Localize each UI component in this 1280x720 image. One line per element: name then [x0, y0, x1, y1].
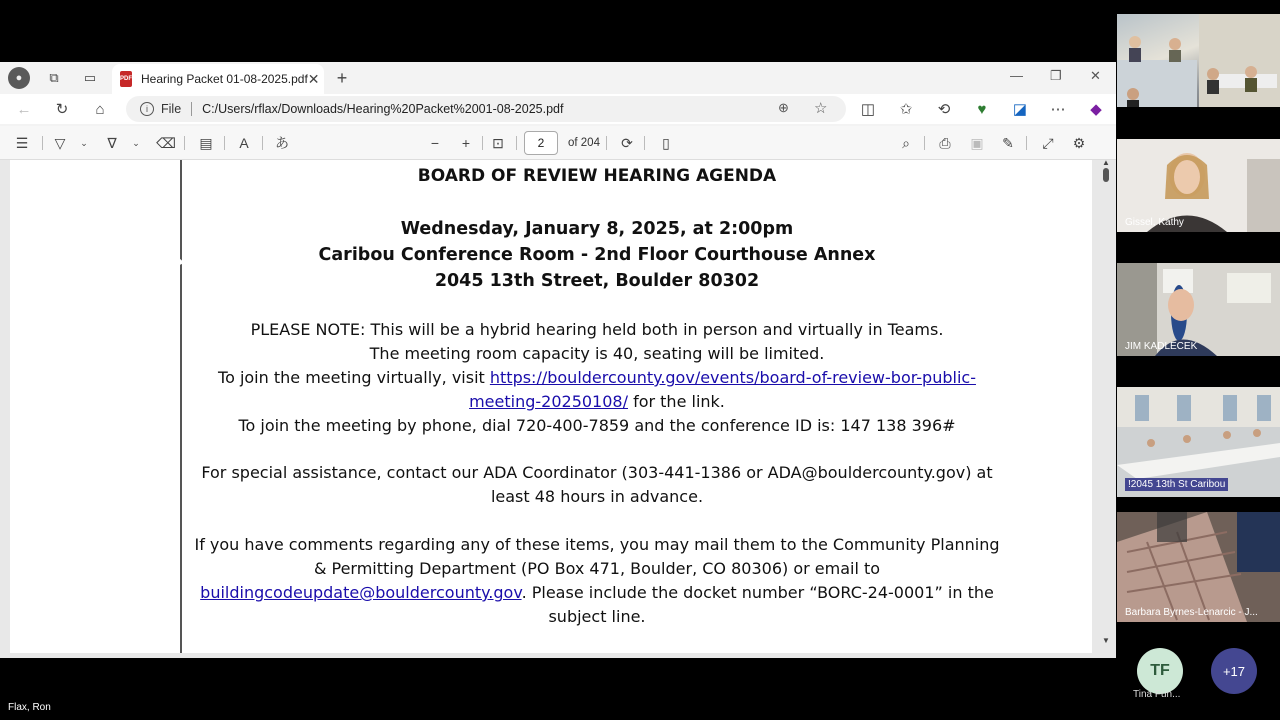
participant-name: Barbara Byrnes-Lenarcic - J...	[1125, 607, 1258, 618]
add-text-icon[interactable]: ▤	[199, 134, 213, 151]
refresh-icon[interactable]: ↻	[55, 101, 69, 118]
copilot-icon[interactable]: ◆	[1090, 101, 1102, 118]
draw-dropdown-icon[interactable]: ⌄	[132, 137, 140, 148]
favorite-star-icon[interactable]: ☆	[814, 100, 828, 117]
info-icon[interactable]: i	[140, 102, 154, 116]
tab-bar	[0, 62, 1116, 94]
page-margin-rule	[180, 160, 182, 653]
scrollbar[interactable]	[1100, 160, 1112, 658]
extensions-icon[interactable]: ◪	[1012, 101, 1028, 118]
scroll-thumb[interactable]	[1103, 168, 1109, 182]
comments-line-2: & Permitting Department (PO Box 471, Boulder, CO 80306) or email to	[313, 559, 881, 578]
page-view-icon[interactable]: ▯	[662, 134, 670, 151]
scroll-up-icon[interactable]: ▲	[1102, 158, 1110, 167]
close-tab-icon[interactable]: ✕	[307, 70, 320, 87]
save-icon[interactable]: ▣	[970, 134, 984, 151]
rotate-icon[interactable]: ⟳	[621, 134, 633, 151]
new-tab-icon[interactable]: +	[336, 67, 348, 88]
room-video-feed	[1117, 14, 1280, 107]
browser-essentials-icon[interactable]: ♥	[977, 100, 987, 118]
participant-tile-barbara[interactable]	[1117, 512, 1280, 622]
fullscreen-icon[interactable]: ⤢	[1042, 134, 1054, 151]
comments-line-3: buildingcodeupdate@bouldercounty.gov. Please include the docket number “BORC-24-0001” in the	[200, 583, 994, 602]
split-screen-icon[interactable]: ◫	[860, 101, 876, 118]
toolbar-divider	[482, 136, 483, 150]
meeting-date: Wednesday, January 8, 2025, at 2:00pm	[400, 219, 794, 239]
comments-line-4: subject line.	[548, 607, 646, 626]
toolbar-divider	[224, 136, 225, 150]
back-icon[interactable]: ←	[16, 100, 32, 118]
assist-line-1: For special assistance, contact our ADA Coordinator (303-441-1386 or ADA@bouldercounty.gov) at	[201, 463, 993, 482]
page-number-input[interactable]: 2	[524, 131, 558, 155]
pdf-toolbar	[0, 126, 1116, 160]
fit-page-icon[interactable]: ⊡	[492, 134, 504, 151]
note-line-2: The meeting room capacity is 40, seating will be limited.	[369, 344, 825, 363]
comments-line-1: If you have comments regarding any of these items, you may mail them to the Community Planning	[194, 535, 1000, 554]
settings-icon[interactable]: ⚙	[1072, 134, 1086, 151]
tab-actions-icon[interactable]: ▭	[83, 70, 97, 85]
toolbar-divider	[606, 136, 607, 150]
meeting-address: 2045 13th Street, Boulder 80302	[434, 271, 760, 291]
minimize-icon[interactable]: —	[1010, 68, 1023, 83]
zoom-in-icon[interactable]: +	[461, 135, 471, 151]
participant-name: JIM KADLECEK	[1125, 341, 1198, 352]
avatar-tf[interactable]: TF	[1137, 648, 1183, 694]
toolbar-divider	[644, 136, 645, 150]
tab-title: Hearing Packet 01-08-2025.pdf	[141, 72, 308, 86]
participant-tile-kathy[interactable]	[1117, 139, 1280, 232]
read-aloud-icon[interactable]: A	[239, 135, 249, 151]
avatar-tf-name: Tina Fun...	[1133, 689, 1181, 700]
history-icon[interactable]: ⟲	[937, 101, 951, 118]
page-total: of 204	[568, 137, 600, 149]
toolbar-divider	[262, 136, 263, 150]
draw-icon[interactable]: ∇	[107, 134, 117, 151]
restore-icon[interactable]: ❐	[1050, 68, 1062, 83]
toolbar-divider	[42, 136, 43, 150]
print-icon[interactable]: ⎙	[939, 134, 951, 151]
workspaces-icon[interactable]: ⧉	[49, 70, 59, 85]
address-separator	[191, 102, 192, 116]
comments-email-link[interactable]: buildingcodeupdate@bouldercounty.gov	[200, 583, 522, 602]
favorites-icon[interactable]: ✩	[899, 101, 913, 118]
document-viewport[interactable]	[0, 160, 1116, 658]
toolbar-divider	[924, 136, 925, 150]
meeting-room: Caribou Conference Room - 2nd Floor Courthouse Annex	[318, 245, 876, 265]
zoom-icon[interactable]: ⊕	[778, 100, 789, 115]
toolbar-divider	[184, 136, 185, 150]
file-label: File	[161, 102, 182, 116]
join-virtual-line: To join the meeting virtually, visit https://bouldercounty.gov/events/board-of-review-bor-public-	[218, 368, 976, 387]
meeting-link[interactable]: https://bouldercounty.gov/events/board-of-review-bor-public-	[489, 368, 976, 387]
toolbar-divider	[516, 136, 517, 150]
assist-line-2: least 48 hours in advance.	[490, 487, 704, 506]
save-as-icon[interactable]: ✎	[1002, 134, 1014, 151]
participant-tile-caribou[interactable]	[1117, 387, 1280, 497]
agenda-heading: BOARD OF REVIEW HEARING AGENDA	[417, 166, 777, 186]
toolbar-divider	[1026, 136, 1027, 150]
close-window-icon[interactable]: ✕	[1090, 68, 1101, 83]
join-virtual-line-2: meeting-20250108/ for the link.	[469, 392, 725, 411]
phone-line: To join the meeting by phone, dial 720-400-7859 and the conference ID is: 147 138 396#	[238, 416, 956, 435]
participant-name: !2045 13th St Caribou	[1125, 478, 1228, 491]
contents-icon[interactable]: ☰	[15, 134, 29, 151]
eraser-icon[interactable]: ⌫	[156, 134, 176, 151]
highlight-icon[interactable]: ▽	[54, 134, 66, 151]
pdf-icon: PDF	[120, 71, 132, 87]
nav-bar	[0, 94, 1116, 124]
home-icon[interactable]: ⌂	[95, 100, 105, 118]
search-icon[interactable]: ⌕	[902, 134, 910, 151]
highlight-dropdown-icon[interactable]: ⌄	[80, 137, 88, 148]
more-participants-badge[interactable]: +17	[1211, 648, 1257, 694]
presenter-name: Flax, Ron	[8, 702, 51, 713]
participant-name: Gissel, Kathy	[1125, 217, 1184, 228]
scroll-down-icon[interactable]: ▼	[1102, 636, 1110, 645]
url-text[interactable]: C:/Users/rflax/Downloads/Hearing%20Packet%2001-08-2025.pdf	[202, 102, 564, 116]
tab-pdf[interactable]	[112, 64, 324, 94]
meeting-link-cont[interactable]: meeting-20250108/	[469, 392, 628, 411]
participant-video-barbara	[1117, 512, 1280, 622]
more-menu-icon[interactable]: ⋯	[1050, 101, 1066, 118]
room-video-tile[interactable]	[1117, 14, 1280, 107]
browser-window	[0, 62, 1116, 658]
profile-icon[interactable]: ●	[8, 67, 30, 89]
zoom-out-icon[interactable]: −	[430, 135, 440, 151]
translate-icon[interactable]: あ	[275, 135, 289, 151]
address-bar[interactable]	[126, 96, 846, 122]
participant-tile-jim[interactable]	[1117, 263, 1280, 356]
pdf-page	[10, 160, 1092, 653]
note-line-1: PLEASE NOTE: This will be a hybrid hearing held both in person and virtually in Teams.	[250, 320, 944, 339]
